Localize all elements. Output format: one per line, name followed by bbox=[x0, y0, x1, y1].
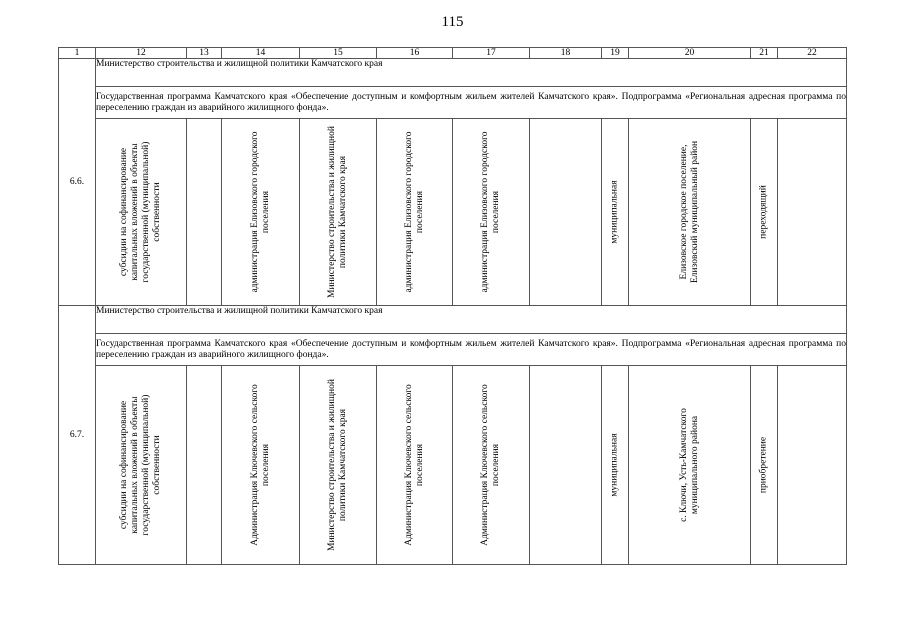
table-row bbox=[59, 59, 847, 87]
cell-col17 bbox=[453, 119, 530, 306]
cell-col22 bbox=[778, 119, 847, 306]
cell-col20 bbox=[629, 119, 751, 306]
vertical-text: администрация Елизовского городского поселения bbox=[480, 131, 501, 293]
cell-col22 bbox=[778, 366, 847, 565]
cell-col17 bbox=[453, 366, 530, 565]
vertical-text: переходящий bbox=[758, 185, 769, 239]
vertical-text: приобретение bbox=[758, 436, 769, 494]
vertical-text: Министерство строительства и жилищной политики Камчатского края bbox=[327, 126, 348, 298]
cell-col21 bbox=[751, 366, 778, 565]
row-number: 6.6. bbox=[59, 59, 96, 306]
vertical-text: администрация Елизовского городского поселения bbox=[403, 131, 425, 293]
vertical-text: Министерство строительства и жилищной политики Камчатского края bbox=[327, 379, 348, 551]
header-cell-15: 15 bbox=[300, 48, 377, 59]
vertical-text: субсидии на софинансирование капитальных вложений в объекты государственной (муниципальной) собственности bbox=[119, 394, 162, 536]
vertical-text: муниципальная bbox=[609, 433, 620, 497]
header-cell-12: 12 bbox=[96, 48, 187, 59]
cell-col20 bbox=[629, 366, 751, 565]
cell-col12 bbox=[96, 366, 187, 565]
vertical-text: Администрация Ключевского сельского поселения bbox=[480, 384, 501, 546]
vertical-text: Елизовское городское поселение, Елизовский муниципальный район bbox=[678, 140, 700, 284]
vertical-text: Администрация Ключевского сельского поселения bbox=[403, 384, 425, 546]
header-cell-20: 20 bbox=[629, 48, 751, 59]
table-row bbox=[59, 306, 847, 334]
header-cell-17: 17 bbox=[453, 48, 530, 59]
header-cell-19: 19 bbox=[602, 48, 629, 59]
cell-col12 bbox=[96, 119, 187, 306]
header-cell-1: 1 bbox=[59, 48, 96, 59]
header-cell-21: 21 bbox=[751, 48, 778, 59]
vertical-text: субсидии на софинансирование капитальных вложений в объекты государственной (муниципальной) собственности bbox=[119, 141, 162, 283]
header-cell-16: 16 bbox=[377, 48, 453, 59]
vertical-text: с. Ключи, Усть-Камчатского муниципального района bbox=[678, 408, 700, 522]
cell-col15 bbox=[300, 119, 377, 306]
cell-col18 bbox=[530, 119, 602, 306]
vertical-text: муниципальная bbox=[609, 180, 620, 244]
table-row bbox=[59, 119, 847, 306]
program-cell: Государственная программа Камчатского края «Обеспечение доступным и комфортным жильем жителей Камчатского края». Подпрограмма «Региональная адресная программа по переселению граждан из аварийного жилищного фонда». bbox=[96, 334, 847, 366]
vertical-text: Администрация Ключевского сельского поселения bbox=[249, 384, 271, 546]
cell-col21 bbox=[751, 119, 778, 306]
ministry-cell: Министерство строительства и жилищной политики Камчатского края bbox=[96, 306, 847, 334]
cell-col15 bbox=[300, 366, 377, 565]
header-cell-18: 18 bbox=[530, 48, 602, 59]
table-row bbox=[59, 334, 847, 366]
vertical-text: администрация Елизовского городского поселения bbox=[249, 131, 271, 293]
cell-col19 bbox=[602, 119, 629, 306]
program-cell: Государственная программа Камчатского края «Обеспечение доступным и комфортным жильем жителей Камчатского края». Подпрограмма «Региональная адресная программа по переселению граждан из аварийного жилищного фонда». bbox=[96, 87, 847, 119]
header-cell-13: 13 bbox=[187, 48, 222, 59]
cell-col19 bbox=[602, 366, 629, 565]
cell-col16 bbox=[377, 119, 453, 306]
cell-col14 bbox=[222, 119, 300, 306]
table-row bbox=[59, 366, 847, 565]
header-cell-14: 14 bbox=[222, 48, 300, 59]
cell-col13 bbox=[187, 119, 222, 306]
cell-col14 bbox=[222, 366, 300, 565]
table-row bbox=[59, 87, 847, 119]
row-number: 6.7. bbox=[59, 306, 96, 565]
page-number: 115 bbox=[441, 14, 464, 30]
program-table bbox=[58, 47, 847, 565]
header-cell-22: 22 bbox=[778, 48, 847, 59]
cell-col13 bbox=[187, 366, 222, 565]
ministry-cell: Министерство строительства и жилищной политики Камчатского края bbox=[96, 59, 847, 87]
cell-col16 bbox=[377, 366, 453, 565]
cell-col18 bbox=[530, 366, 602, 565]
header-row bbox=[59, 48, 847, 59]
